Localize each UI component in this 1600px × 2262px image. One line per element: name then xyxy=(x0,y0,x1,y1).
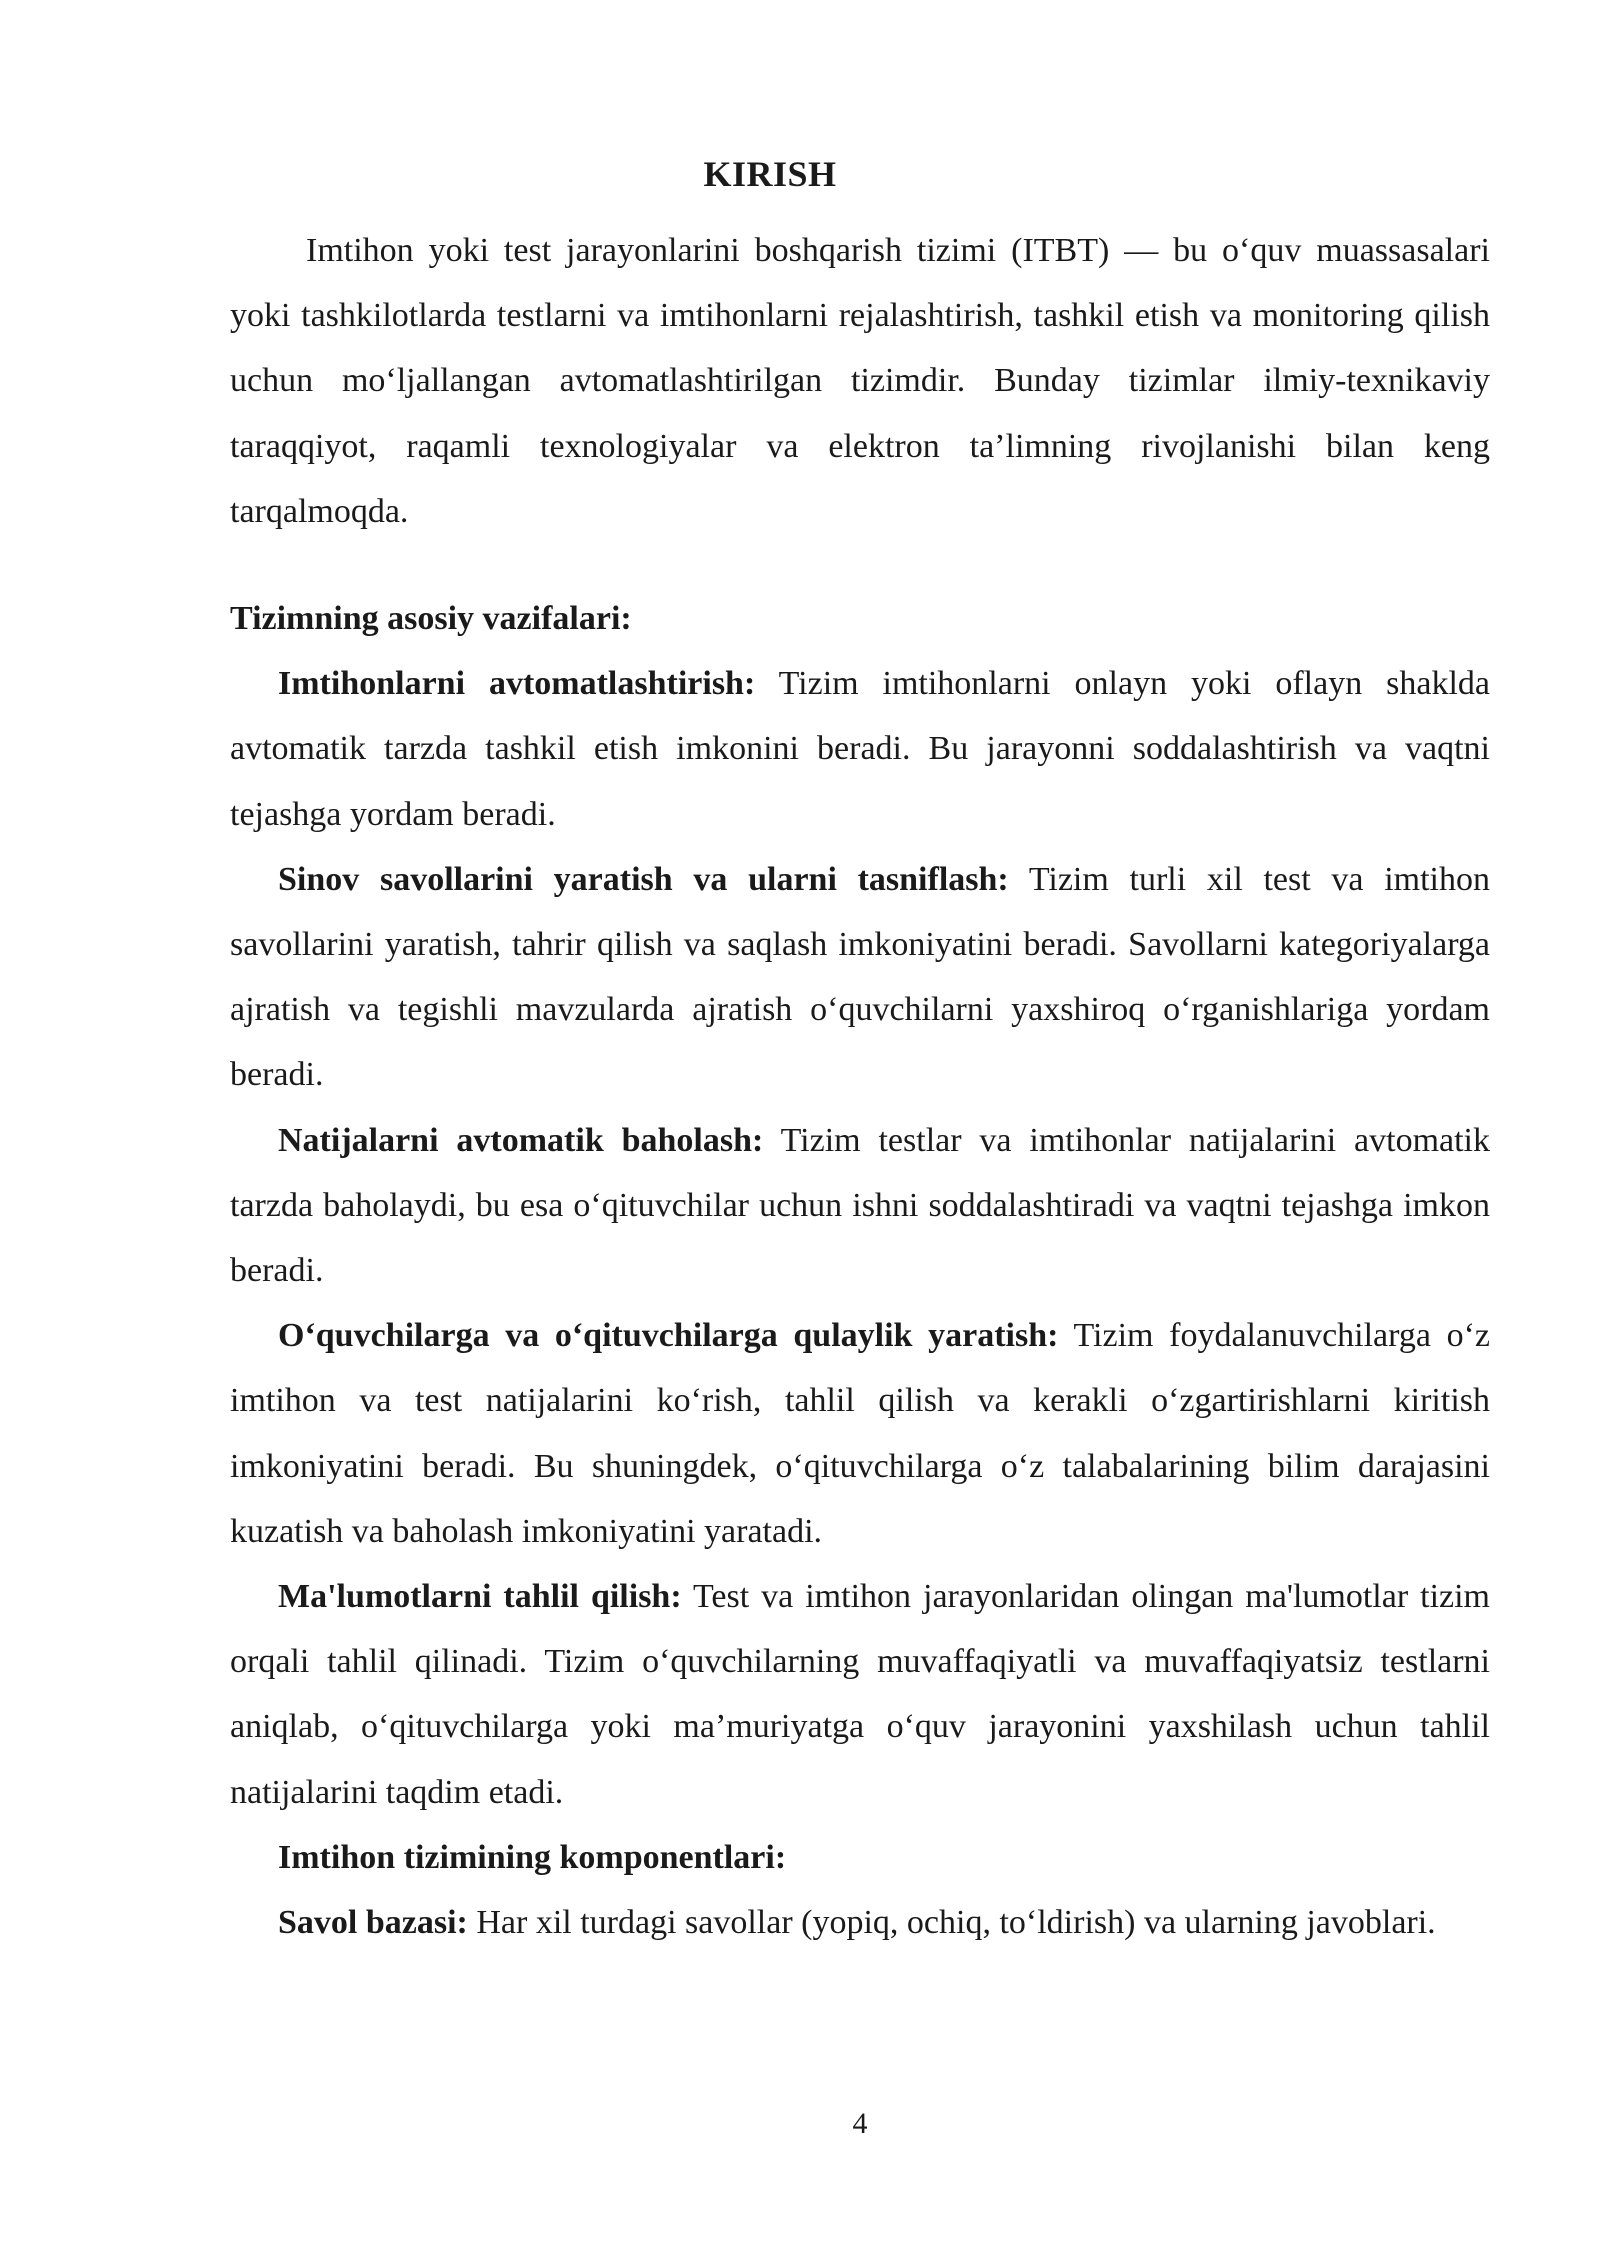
components-heading: Imtihon tizimining komponentlari: xyxy=(278,1838,787,1876)
item-text: Test va imtihon jarayonlaridan olingan ma'lumotlar tizim orqali tahlil qilinadi. Tizim o‘quvchilarning muvaffaqiyatli va muvaffaqiyatsiz testlarni aniqlab, o‘qituvchilarga yoki ma’muriyatga o‘quv jarayonini yaxshilash uchun tahlil natijalarini taqdim etadi. xyxy=(230,1578,1490,1811)
component-item xyxy=(230,1890,1490,1955)
list-item xyxy=(230,847,1490,1108)
item-text: Tizim foydalanuvchilarga o‘z imtihon va test natijalarini ko‘rish, tahlil qilish va kerakli o‘zgartirishlarni kiritish imkoniyatini beradi. Bu shuningdek, o‘qituvchilarga o‘z talabalarining bilim darajasini kuzatish va baholash imkoniyatini yaratadi. xyxy=(230,1317,1490,1550)
page-number: 4 xyxy=(852,2107,868,2140)
page-title: KIRISH xyxy=(703,154,837,194)
item-text: Tizim imtihonlarni onlayn yoki oflayn shaklda avtomatik tarzda tashkil etish imkonini beradi. Bu jarayonni soddalashtirish va vaqtni tejashga yordam beradi. xyxy=(230,665,1490,833)
list-item xyxy=(230,1108,1490,1304)
item-lead: Ma'lumotlarni tahlil qilish: xyxy=(278,1578,682,1616)
item-text: Har xil turdagi savollar (yopiq, ochiq, to‘ldirish) va ularning javoblari. xyxy=(467,1904,1436,1942)
item-text: Tizim testlar va imtihonlar natijalarini avtomatik tarzda baholaydi, bu esa o‘qituvchilar uchun ishni soddalashtiradi va vaqtni tejashga imkon beradi. xyxy=(230,1121,1491,1290)
document-body xyxy=(230,218,1490,1955)
list-item xyxy=(230,1564,1490,1825)
item-lead: Imtihonlarni avtomatlashtirish: xyxy=(278,665,756,703)
section-heading: Tizimning asosiy vazifalari: xyxy=(230,600,632,638)
item-text: Tizim turli xil test va imtihon savollarini yaratish, tahrir qilish va saqlash imkoniyatini beradi. Savollarni kategoriyalarga ajratish va tegishli mavzularda ajratish o‘quvchilarni yaxshiroq o‘rganishlariga yordam beradi. xyxy=(230,860,1490,1094)
intro-paragraph: Imtihon yoki test jarayonlarini boshqarish tizimi (ITBT) — bu o‘quv muassasalari yoki tashkilotlarda testlarni va imtihonlarni rejalashtirish, tashkil etish va monitoring qilish uchun mo‘ljallangan avtomatlashtirilgan tizimdir. Bunday tizimlar ilmiy-texnikaviy taraqqiyot, raqamli texnologiyalar va elektron ta’limning rivojlanishi bilan keng tarqalmoqda. xyxy=(230,232,1490,530)
list-item xyxy=(230,1303,1490,1564)
item-lead: Natijalarni avtomatik baholash: xyxy=(278,1121,764,1159)
item-lead: Sinov savollarini yaratish va ularni tasniflash: xyxy=(278,860,1009,898)
list-item xyxy=(230,651,1490,847)
item-lead: Savol bazasi: xyxy=(278,1904,468,1942)
item-lead: O‘quvchilarga va o‘qituvchilarga qulaylik yaratish: xyxy=(278,1317,1059,1355)
